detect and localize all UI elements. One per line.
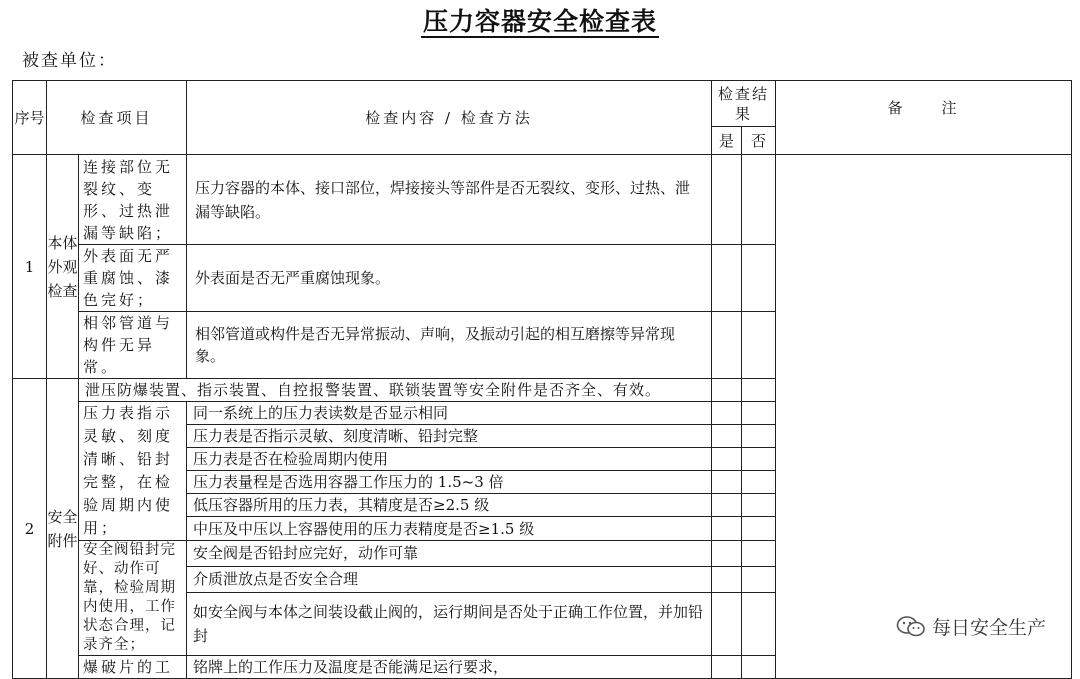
remark-cell[interactable] <box>776 155 1072 679</box>
result-no-cell[interactable] <box>742 402 776 425</box>
result-yes-cell[interactable] <box>712 541 742 567</box>
section1-item-3: 相邻管道与构件无异常。 <box>79 312 187 379</box>
result-yes-cell[interactable] <box>712 425 742 448</box>
section2-valve-item: 安全阀铅封完好、动作可靠，检验周期内使用，工作状态合理，记录齐全； <box>79 541 187 656</box>
result-yes-cell[interactable] <box>712 312 742 379</box>
result-yes-cell[interactable] <box>712 448 742 471</box>
section1-category: 本体外观检查 <box>47 155 79 379</box>
header-seq: 序号 <box>13 81 47 155</box>
watermark: 每日安全生产 <box>896 613 1046 640</box>
result-no-cell[interactable] <box>742 471 776 494</box>
result-yes-cell[interactable] <box>712 517 742 541</box>
result-no-cell[interactable] <box>742 494 776 517</box>
result-yes-cell[interactable] <box>712 494 742 517</box>
section2-rupture-item: 爆破片的工 <box>79 656 187 679</box>
result-no-cell[interactable] <box>742 155 776 245</box>
header-remark: 备 注 <box>776 81 1072 155</box>
result-no-cell[interactable] <box>742 517 776 541</box>
section1-content-3: 相邻管道或构件是否无异常振动、声响，及振动引起的相互磨擦等异常现象。 <box>187 312 712 379</box>
result-yes-cell[interactable] <box>712 656 742 679</box>
gauge-row-1: 同一系统上的压力表读数是否显示相同 <box>187 402 712 425</box>
gauge-row-3: 压力表是否在检验周期内使用 <box>187 448 712 471</box>
result-no-cell[interactable] <box>742 448 776 471</box>
section1-item-1: 连接部位无裂纹、变形、过热泄漏等缺陷； <box>79 155 187 245</box>
result-yes-cell[interactable] <box>712 245 742 312</box>
section1-content-2: 外表面是否无严重腐蚀现象。 <box>187 245 712 312</box>
header-item: 检查项目 <box>47 81 187 155</box>
result-yes-cell[interactable] <box>712 592 742 655</box>
result-no-cell[interactable] <box>742 656 776 679</box>
gauge-row-2: 压力表是否指示灵敏、刻度清晰、铅封完整 <box>187 425 712 448</box>
header-no: 否 <box>742 127 776 155</box>
inspected-unit-label: 被查单位： <box>22 51 117 71</box>
result-no-cell[interactable] <box>742 566 776 592</box>
wechat-icon <box>896 615 926 639</box>
header-yes: 是 <box>712 127 742 155</box>
result-no-cell[interactable] <box>742 425 776 448</box>
result-yes-cell[interactable] <box>712 566 742 592</box>
section1-seq: 1 <box>13 155 47 379</box>
result-no-cell[interactable] <box>742 379 776 402</box>
header-content: 检查内容 / 检查方法 <box>187 81 712 155</box>
header-result: 检查结果 <box>712 81 776 127</box>
checklist-table <box>12 80 1072 679</box>
gauge-row-5: 低压容器所用的压力表，其精度是否≥2.5 级 <box>187 494 712 517</box>
section2-category: 安全附件 <box>47 379 79 679</box>
result-yes-cell[interactable] <box>712 402 742 425</box>
rupture-row-1: 铭牌上的工作压力及温度是否能满足运行要求， <box>187 656 712 679</box>
valve-row-1: 安全阀是否铅封应完好，动作可靠 <box>187 541 712 567</box>
valve-row-2: 介质泄放点是否安全合理 <box>187 566 712 592</box>
result-yes-cell[interactable] <box>712 379 742 402</box>
gauge-row-4: 压力表量程是否选用容器工作压力的 1.5~3 倍 <box>187 471 712 494</box>
result-no-cell[interactable] <box>742 592 776 655</box>
section2-seq: 2 <box>13 379 47 679</box>
section1-item-2: 外表面无严重腐蚀、漆色完好； <box>79 245 187 312</box>
result-yes-cell[interactable] <box>712 155 742 245</box>
section2-general: 泄压防爆装置、指示装置、自控报警装置、联锁装置等安全附件是否齐全、有效。 <box>79 379 712 402</box>
section1-content-1: 压力容器的本体、接口部位，焊接接头等部件是否无裂纹、变形、过热、泄漏等缺陷。 <box>187 155 712 245</box>
result-no-cell[interactable] <box>742 245 776 312</box>
result-yes-cell[interactable] <box>712 471 742 494</box>
section2-gauge-item: 压力表指示灵敏、刻度清晰、铅封完整，在检验周期内使用； <box>79 402 187 541</box>
gauge-row-6: 中压及中压以上容器使用的压力表精度是否≥1.5 级 <box>187 517 712 541</box>
result-no-cell[interactable] <box>742 541 776 567</box>
page-title: 压力容器安全检查表 <box>422 7 657 36</box>
result-no-cell[interactable] <box>742 312 776 379</box>
valve-row-3: 如安全阀与本体之间装设截止阀的，运行期间是否处于正确工作位置，并加铅封 <box>187 592 712 655</box>
